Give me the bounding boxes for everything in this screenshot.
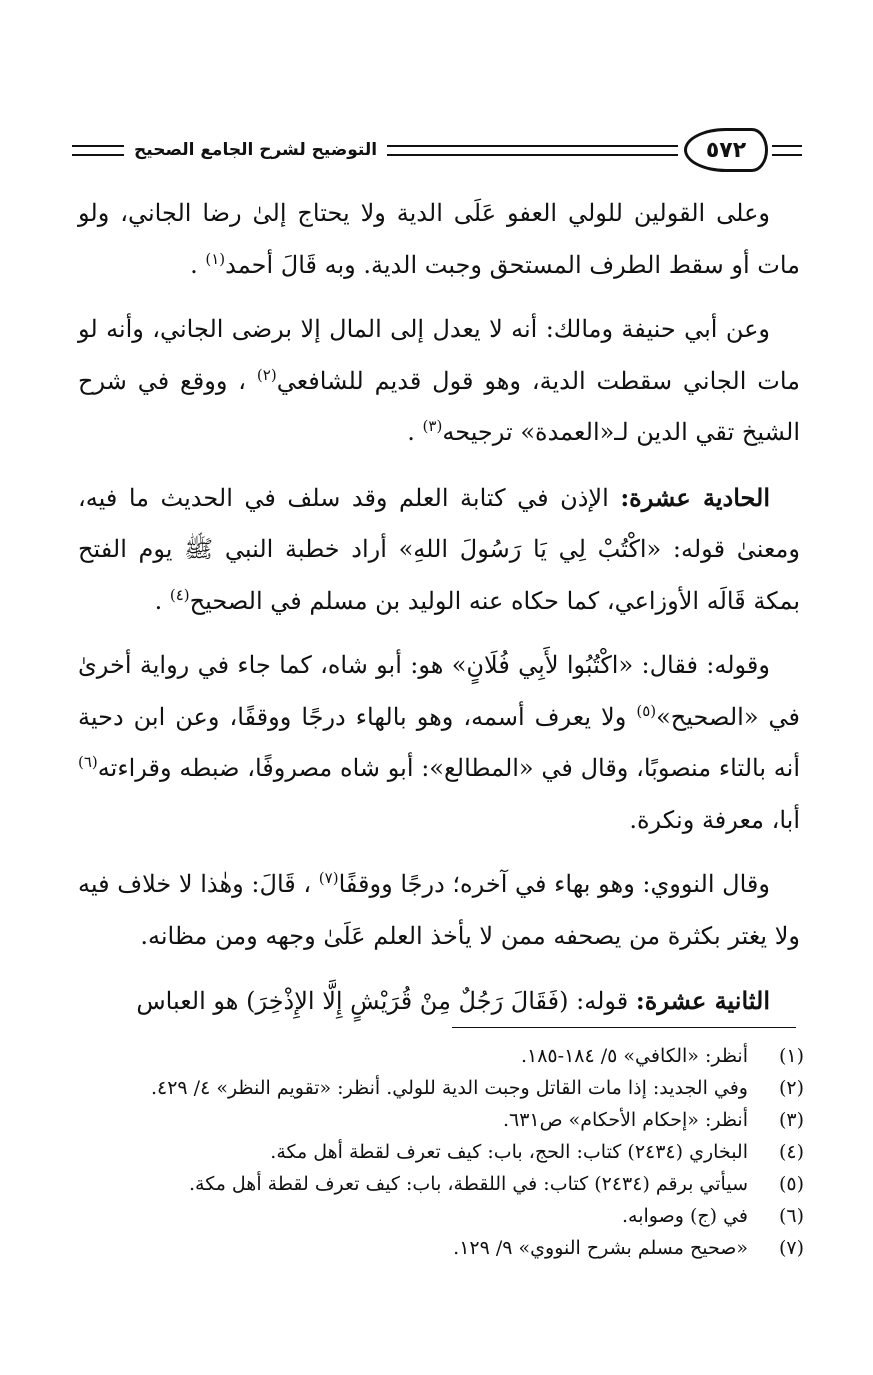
text-run: .	[154, 586, 170, 615]
footnote-number: (٥)	[778, 1173, 804, 1195]
footnote	[60, 1104, 808, 1136]
text-run: ، قَالَ: وهٰذا لا خلاف فيه ولا يغتر بكثرة من يصحفه ممن لا يأخذ العلم عَلَىٰ وجهه ومن مظانه.	[78, 870, 800, 950]
footnote-separator	[452, 1027, 796, 1028]
footnote	[60, 1072, 808, 1104]
footnote-text: «صحيح مسلم بشرح النووي» ٩/ ١٢٩.	[453, 1237, 748, 1259]
footnote-number: (٢)	[778, 1077, 804, 1099]
footnote-ref: (٧)	[318, 869, 339, 887]
footnote-ref: (٦)	[78, 753, 98, 771]
running-header	[72, 122, 802, 178]
header-rule-middle	[387, 145, 678, 156]
footnote-text: سيأتي برقم (٢٤٣٤) كتاب: في اللقطة، باب: كيف تعرف لقطة أهل مكة.	[188, 1173, 748, 1195]
text-run: وقوله: فقال: «اكْتُبُوا لأَبِي فُلَانٍ» هو: أبو شاه، كما جاء في رواية أخرىٰ في «الصحيح»	[78, 651, 800, 731]
text-run: الإذن في كتابة العلم وقد سلف في الحديث ما فيه، ومعنىٰ قوله: «اكْتُبْ لِي يَا رَسُولَ اللهِ» أراد خطبة النبي ﷺ يوم الفتح بمكة قَالَه الأوزاعي، كما حكاه عنه الوليد بن مسلم في الصحيح	[78, 483, 800, 615]
footnote-number: (٦)	[778, 1205, 804, 1227]
text-run: .	[190, 250, 206, 279]
footnote-number: (٧)	[778, 1237, 804, 1259]
footnote-number: (٣)	[778, 1109, 804, 1131]
footnote-text: في (ج) وصوابه.	[621, 1205, 748, 1227]
footnote-text: البخاري (٢٤٣٤) كتاب: الحج، باب: كيف تعرف لقطة أهل مكة.	[270, 1141, 748, 1163]
footnote-ref: (١)	[205, 249, 226, 268]
text-run: وعن أبي حنيفة ومالك: أنه لا يعدل إلى المال إلا برضى الجاني، وأنه لو مات الجاني سقطت الدية، وهو قول قديم للشافعي	[78, 315, 801, 395]
footnote	[60, 1168, 808, 1200]
footnotes	[60, 1040, 808, 1264]
footnote	[60, 1040, 808, 1072]
footnote-ref: (٤)	[169, 585, 190, 604]
text-run: وقال النووي: وهو بهاء في آخره؛ درجًا ووقفًا	[338, 870, 770, 898]
header-rule-left	[72, 145, 124, 156]
text-run: وعلى القولين للولي العفو عَلَى الدية ولا يحتاج إلىٰ رضا الجاني، ولو مات أو سقط الطرف المستحق وجبت الدية. وبه قَالَ أحمد	[78, 199, 800, 279]
footnote	[60, 1200, 808, 1232]
footnote-text: أنظر: «الكافي» ٥/ ١٨٤-١٨٥.	[520, 1045, 748, 1067]
header-rule-right	[772, 145, 802, 156]
text-run: ولا يعرف أسمه، وهو بالهاء درجًا ووقفًا، وعن ابن دحية أنه بالتاء منصوبًا، وقال في «المطالع»: أبو شاه مصروفًا، ضبطه وقراءته	[78, 702, 800, 782]
footnote-ref: (٢)	[256, 365, 277, 384]
main-text	[78, 188, 800, 1041]
paragraph	[78, 975, 800, 1028]
footnote-text: أنظر: «إحكام الأحكام» ص٦٣١.	[502, 1109, 748, 1131]
text-run: .	[407, 418, 423, 446]
paragraph	[78, 640, 800, 846]
paragraph	[78, 472, 800, 628]
footnote	[60, 1232, 808, 1264]
footnote	[60, 1136, 808, 1168]
text-run: ، ووقع في شرح الشيخ تقي الدين لـ«العمدة» ترجيحه	[78, 366, 800, 446]
footnote-number: (١)	[778, 1045, 804, 1067]
footnote-ref: (٣)	[422, 417, 443, 435]
section-heading: الثانية عشرة:	[635, 986, 770, 1015]
paragraph	[78, 188, 800, 291]
paragraph	[78, 304, 800, 459]
text-run: قوله: (فَقَالَ رَجُلٌ مِنْ قُرَيْشٍ إِلَّا الإِذْخِرَ) هو العباس	[136, 987, 636, 1015]
footnote-number: (٤)	[778, 1141, 804, 1163]
page-number-badge: ٥٧٢	[684, 128, 768, 172]
paragraph	[78, 859, 800, 962]
text-run: أبا، معرفة ونكرة.	[629, 805, 800, 834]
footnote-ref: (٥)	[636, 701, 657, 720]
running-title: التوضيح لشرح الجامع الصحيح	[134, 140, 378, 160]
section-heading: الحادية عشرة:	[620, 482, 770, 512]
footnote-text: وفي الجديد: إذا مات القاتل وجبت الدية للولي. أنظر: «تقويم النظر» ٤/ ٤٢٩.	[150, 1077, 748, 1099]
